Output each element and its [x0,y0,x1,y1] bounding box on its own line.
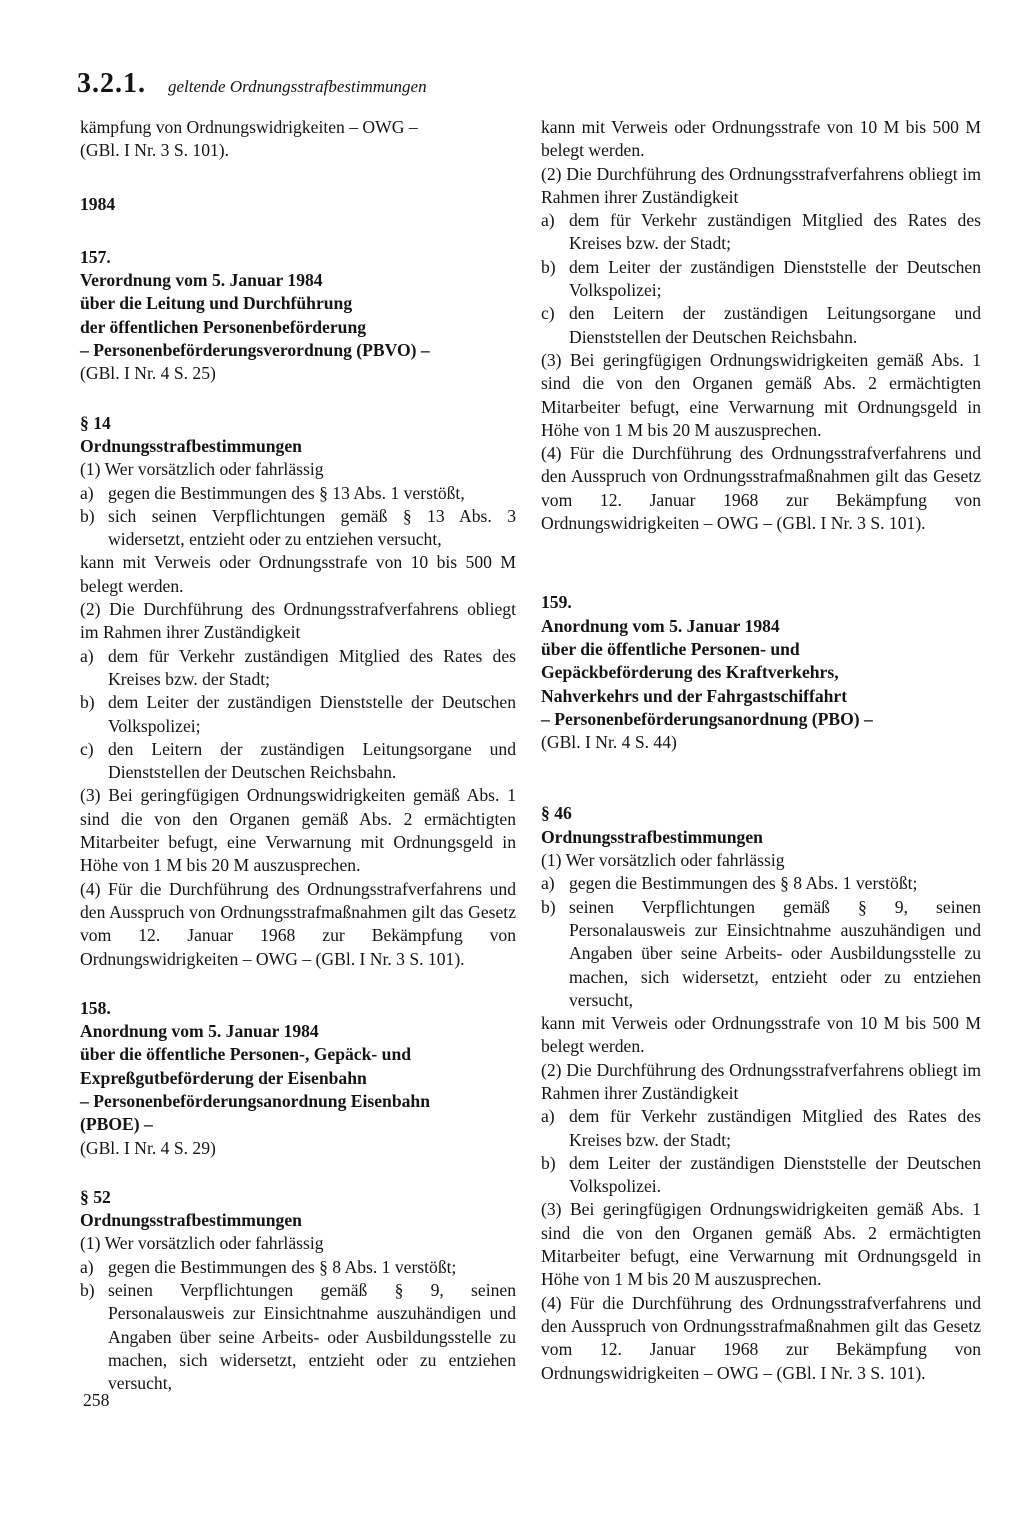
list-item [80,645,516,692]
list-item-label: a) [80,482,94,503]
paragraph-title: Ordnungsstrafbestimmungen [80,1210,302,1231]
list-item [541,896,981,1012]
entry-title-line: Anordnung vom 5. Januar 1984 [80,1021,319,1042]
paragraph-text: (4) Für die Durchführung des Ordnungsstrafverfahrens und den Ausspruch von Ordnungsstrafmaßnahmen gilt das Gesetz vom 12. Januar 1968 zur Bekämpfung von Ordnungswidrigkeiten – OWG – (GBl. I Nr. 3 S. 101). [541,443,981,534]
entry-number: 159. [541,592,572,613]
paragraph-number: § 52 [80,1186,111,1207]
list-item-label: b) [80,1280,95,1301]
entry-title-line: über die Leitung und Durchführung [80,293,353,314]
list-item-text: seinen Verpflichtungen gemäß § 9, seinen Personalausweis zur Einsichtnahme auszuhändigen und Angaben über seine Arbeits- oder Ausbildungsstelle zu machen, sich widersetzt, entzieht oder zu entziehen versucht, [108,1280,516,1394]
entry-reference: (GBl. I Nr. 4 S. 44) [541,732,677,753]
entry-reference: (GBl. I Nr. 4 S. 29) [80,1137,216,1158]
right-column [541,116,981,1385]
list-item-label: b) [541,1152,556,1173]
list-item [80,738,516,785]
paragraph-title: Ordnungsstrafbestimmungen [80,435,302,456]
list-item-text: dem für Verkehr zuständigen Mitglied des Rates des Kreises bzw. der Stadt; [569,1106,981,1150]
section-number: 3.2.1. [77,68,146,99]
paragraph-text: kann mit Verweis oder Ordnungsstrafe von 10 M bis 500 M belegt werden. [541,117,981,161]
list-item-text: den Leitern der zuständigen Leitungsorgane und Dienststellen der Deutschen Reichsbahn. [108,738,516,783]
entry-title-line: der öffentlichen Personenbeförderung [80,316,367,337]
list-item [80,1256,516,1279]
paragraph-text: (3) Bei geringfügigen Ordnungswidrigkeiten gemäß Abs. 1 sind die von den Organen gemäß Abs. 2 ermächtigten Mitarbeiter befugt, eine Verwarnung mit Ordnungsgeld in Höhe von 1 M bis 20 M auszusprechen. [80,785,516,876]
list-item [80,1279,516,1395]
paragraph-text: (1) Wer vorsätzlich oder fahrlässig [80,1233,324,1254]
list-item-label: a) [541,1106,555,1127]
list-item-text: den Leitern der zuständigen Leitungsorgane und Dienststellen der Deutschen Reichsbahn. [569,303,981,347]
paragraph-text: (2) Die Durchführung des Ordnungsstrafverfahrens obliegt im Rahmen ihrer Zuständigkeit [80,599,516,643]
list-item-label: b) [80,692,95,713]
paragraph-text: kann mit Verweis oder Ordnungsstrafe von 10 M bis 500 M belegt werden. [541,1013,981,1057]
list-item [541,1105,981,1152]
list-item [541,1152,981,1199]
paragraph-text: kann mit Verweis oder Ordnungsstrafe von 10 bis 500 M belegt werden. [80,552,516,596]
list-item [541,302,981,349]
entry-number: 158. [80,997,111,1018]
intro-line: kämpfung von Ordnungswidrigkeiten – OWG – [80,117,418,137]
list-item-label: a) [80,1256,94,1277]
list-item-text: dem für Verkehr zuständigen Mitglied des Rates des Kreises bzw. der Stadt; [569,210,981,254]
list-item-text: seinen Verpflichtungen gemäß § 9, seinen Personalausweis zur Einsichtnahme auszuhändigen und Angaben über seine Arbeits- oder Ausbildungsstelle zu machen, sich widersetzt, entzieht oder zu entziehen versucht, [569,896,981,1010]
list-item-label: b) [80,505,95,526]
entry-title-line: – Personenbeförderungsanordnung (PBO) – [541,708,873,729]
year-heading: 1984 [80,193,116,214]
list-item-text: dem Leiter der zuständigen Dienststelle der Deutschen Volkspolizei; [569,256,981,301]
entry-title-line: Expreßgutbeförderung der Eisenbahn [80,1067,367,1088]
list-item-label: c) [80,738,94,759]
paragraph-text: (3) Bei geringfügigen Ordnungswidrigkeiten gemäß Abs. 1 sind die von den Organen gemäß Abs. 2 ermächtigten Mitarbeiter befugt, eine Verwarnung mit Ordnungsgeld in Höhe von 1 M bis 20 M auszusprechen. [541,349,981,440]
list-item [80,505,516,552]
paragraph-number: § 46 [541,803,572,824]
entry-title-line: Verordnung vom 5. Januar 1984 [80,270,323,291]
left-column [80,116,516,1396]
entry-title-line: Anordnung vom 5. Januar 1984 [541,615,780,636]
entry-title-line: über die öffentliche Personen- und [541,638,800,659]
entry-title-line: über die öffentliche Personen-, Gepäck- und [80,1044,412,1065]
list-item [80,482,516,505]
list-item-text: gegen die Bestimmungen des § 8 Abs. 1 verstößt; [569,873,918,894]
list-item-label: a) [541,873,555,894]
list-item-label: b) [541,256,556,277]
entry-title-line: – Personenbeförderungsverordnung (PBVO) – [80,340,430,361]
list-item-label: a) [541,210,555,231]
entry-reference: (GBl. I Nr. 4 S. 25) [80,363,216,384]
paragraph-text: (2) Die Durchführung des Ordnungsstrafverfahrens obliegt im Rahmen ihrer Zuständigkeit [541,163,981,207]
list-item [541,209,981,256]
paragraph-text: (1) Wer vorsätzlich oder fahrlässig [541,850,785,871]
entry-title-line: (PBOE) – [80,1114,153,1135]
list-item [541,256,981,303]
page-number: 258 [83,1390,110,1410]
list-item-label: b) [541,896,556,917]
list-item-label: c) [541,303,555,324]
paragraph-text: (4) Für die Durchführung des Ordnungsstrafverfahrens und den Ausspruch von Ordnungsstrafmaßnahmen gilt das Gesetz vom 12. Januar 1968 zur Bekämpfung von Ordnungswidrigkeiten – OWG – (GBl. I Nr. 3 S. 101). [80,878,516,969]
list-item [80,691,516,738]
running-header [77,68,427,100]
list-item-text: dem für Verkehr zuständigen Mitglied des Rates des Kreises bzw. der Stadt; [108,645,516,689]
list-item-text: gegen die Bestimmungen des § 13 Abs. 1 verstößt, [108,482,465,503]
paragraph-text: (4) Für die Durchführung des Ordnungsstrafverfahrens und den Ausspruch von Ordnungsstrafmaßnahmen gilt das Gesetz vom 12. Januar 1968 zur Bekämpfung von Ordnungswidrigkeiten – OWG – (GBl. I Nr. 3 S. 101). [541,1292,981,1383]
list-item-label: a) [80,645,94,666]
entry-title-line: – Personenbeförderungsanordnung Eisenbahn [80,1090,430,1111]
entry-number: 157. [80,246,111,267]
list-item-text: dem Leiter der zuständigen Dienststelle der Deutschen Volkspolizei. [569,1152,981,1197]
running-header-title: geltende Ordnungsstrafbestimmungen [168,77,427,96]
paragraph-text: (2) Die Durchführung des Ordnungsstrafverfahrens obliegt im Rahmen ihrer Zuständigkeit [541,1059,981,1103]
paragraph-text: (1) Wer vorsätzlich oder fahrlässig [80,459,324,480]
intro-line: (GBl. I Nr. 3 S. 101). [80,140,230,161]
paragraph-title: Ordnungsstrafbestimmungen [541,826,763,847]
list-item-text: gegen die Bestimmungen des § 8 Abs. 1 verstößt; [108,1256,457,1277]
list-item [541,872,981,895]
list-item-text: dem Leiter der zuständigen Dienststelle der Deutschen Volkspolizei; [108,692,516,736]
paragraph-text: (3) Bei geringfügigen Ordnungswidrigkeiten gemäß Abs. 1 sind die von den Organen gemäß Abs. 2 ermächtigten Mitarbeiter befugt, eine Verwarnung mit Ordnungsgeld in Höhe von 1 M bis 20 M auszusprechen. [541,1199,981,1290]
entry-title-line: Gepäckbeförderung des Kraftverkehrs, [541,662,839,683]
entry-title-line: Nahverkehrs und der Fahrgastschiffahrt [541,685,848,706]
list-item-text: sich seinen Verpflichtungen gemäß § 13 Abs. 3 widersetzt, entzieht oder zu entziehen versucht, [108,505,516,550]
paragraph-number: § 14 [80,412,111,433]
